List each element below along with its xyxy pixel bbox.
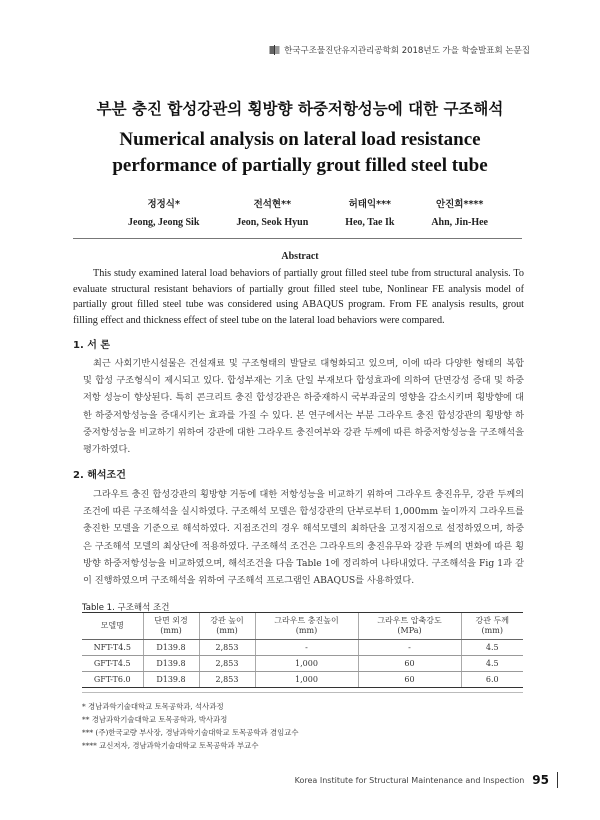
table-caption: Table 1. 구조해석 조건 — [82, 603, 170, 613]
abstract-heading: Abstract — [281, 251, 319, 262]
section-heading-analysis: 2. 해석조건 — [73, 470, 126, 481]
author — [236, 196, 308, 228]
table-header-cell: 그라우트 충진높이 (mm) — [255, 613, 358, 640]
table-cell: 6.0 — [461, 672, 523, 688]
author-name-korean: 안진희**** — [435, 199, 484, 210]
author-name-korean: 허태익*** — [348, 199, 392, 210]
table-row — [82, 672, 523, 688]
author — [345, 196, 394, 228]
author-name-korean: 정정식* — [147, 199, 180, 210]
table-cell: D139.8 — [143, 672, 199, 688]
table-header-cell: 단면 외경 (mm) — [143, 613, 199, 640]
footer-organization: Korea Institute for Structural Maintenance and Inspection — [294, 775, 525, 785]
table-row — [82, 656, 523, 672]
page-footer — [295, 772, 558, 788]
table-row — [82, 640, 523, 656]
table-header-cell: 강관 두께 (mm) — [461, 613, 523, 640]
footnote: ** 경남과학기술대학교 토목공학과, 박사과정 — [82, 715, 228, 724]
table-cell: - — [358, 640, 461, 656]
section-heading-introduction: 1. 서 론 — [73, 340, 111, 351]
book-icon — [269, 45, 280, 55]
author-name-english: Heo, Tae Ik — [345, 217, 395, 228]
journal-name: 한국구조물진단유지관리공학회 2018년도 가을 학술발표회 논문집 — [284, 46, 530, 56]
table-cell: NFT-T4.5 — [82, 640, 143, 656]
abstract-text: This study examined lateral load behaviors of partially grout filled steel tube from structural analysis. To evaluate structural resistant behaviors of partially grout filled steel tube, Nonlinear FE analysis model of partially grout filled steel tube was considered using ABAQUS program. From FE analysis results, grout filling effect and thickness effect of steel tube on the lateral load behaviors were compared. — [73, 268, 524, 326]
running-header — [269, 44, 530, 56]
table-cell: 60 — [358, 672, 461, 688]
analysis-conditions-table — [82, 612, 523, 688]
footer-divider — [557, 772, 558, 788]
table-header-row — [82, 613, 523, 640]
table-cell: 1,000 — [255, 672, 358, 688]
author-name-english: Jeong, Jeong Sik — [128, 217, 200, 228]
footnotes — [82, 700, 299, 752]
author-name-english: Ahn, Jin-Hee — [431, 217, 488, 228]
table-cell: - — [255, 640, 358, 656]
table-body — [82, 640, 523, 688]
page-number: 95 — [532, 773, 549, 787]
title-korean: 부분 충진 합성강관의 횡방향 하중저항성능에 대한 구조해석 — [96, 100, 504, 118]
table-header-cell: 강관 높이 (mm) — [199, 613, 255, 640]
author-list — [128, 196, 488, 228]
table-cell: 60 — [358, 656, 461, 672]
table-cell: 2,853 — [199, 672, 255, 688]
author — [431, 196, 488, 228]
author-name-english: Jeon, Seok Hyun — [236, 217, 309, 228]
table-cell: 2,853 — [199, 640, 255, 656]
table-cell: 2,853 — [199, 656, 255, 672]
section-body-introduction: 최근 사회기반시설물은 건설재료 및 구조형태의 발달로 대형화되고 있으며, 이에 따라 다양한 형태의 복합 및 합성 구조형식이 제시되고 있다. 합성부재는 기초 단일 부재보다 합성효과에 의하여 단면강성 증대 및 하중저항 성능이 향상된다. 특히 콘크리트 충진 합성강관은 하중재하시 국부좌굴의 영향을 감소시키며 횡방향에 대한 하중저항성능을 증대시키는 효과를 가질 수 있다. 본 연구에서는 부분 그라우트 충진 합성강관의 횡방향 하중저항성능을 비교하기 위하여 강관에 대한 그라우트 충진여부와 강관 두께에 따른 하중저항성능을 구조해석을 평가하였다. — [83, 358, 524, 456]
author-name-korean: 전석현** — [253, 199, 292, 210]
footnote: **** 교신저자, 경남과학기술대학교 토목공학과 부교수 — [82, 741, 259, 750]
table-header-cell: 모델명 — [82, 613, 143, 640]
footnote: * 경남과학기술대학교 토목공학과, 석사과정 — [82, 702, 224, 711]
table-cell: 4.5 — [461, 656, 523, 672]
table-header-cell: 그라우트 압축강도 (MPa) — [358, 613, 461, 640]
author — [128, 196, 199, 228]
table-cell: D139.8 — [143, 656, 199, 672]
table-cell: GFT-T6.0 — [82, 672, 143, 688]
table-cell: 1,000 — [255, 656, 358, 672]
footnote-divider — [82, 692, 523, 693]
footnote: *** (주)한국교량 부사장, 경남과학기술대학교 토목공학과 겸임교수 — [82, 728, 299, 737]
title-divider — [73, 238, 522, 239]
table-cell: D139.8 — [143, 640, 199, 656]
table-cell: 4.5 — [461, 640, 523, 656]
section-body-analysis: 그라우트 충진 합성강관의 횡방향 거동에 대한 저항성능을 비교하기 위하여 그라우트 충진유무, 강관 두께의 조건에 따른 구조해석을 실시하였다. 구조해석 모델은 합성강관의 단부로부터 1,000mm 높이까지 그라우트를 충진한 모델을 기준으로 해석하였다. 지점조건의 경우 해석모델의 최하단을 고정지점으로 설정하였으며, 하중은 구조해석 모델의 최상단에 적용하였다. 구조해석 조건은 그라우트의 충진유무와 강관 두께의 변화에 따른 횡방향 하중저항성능을 비교하였으며, 해석조건을 다음 Table 1에 정리하여 나타내었다. 구조해석을 Fig 1과 같이 진행하였으며 구조해석을 위하여 구조해석 프로그램인 ABAQUS를 사용하였다. — [83, 489, 524, 587]
table-cell: GFT-T4.5 — [82, 656, 143, 672]
title-english: Numerical analysis on lateral load resistance performance of partially grout filled steel tube — [112, 129, 488, 176]
